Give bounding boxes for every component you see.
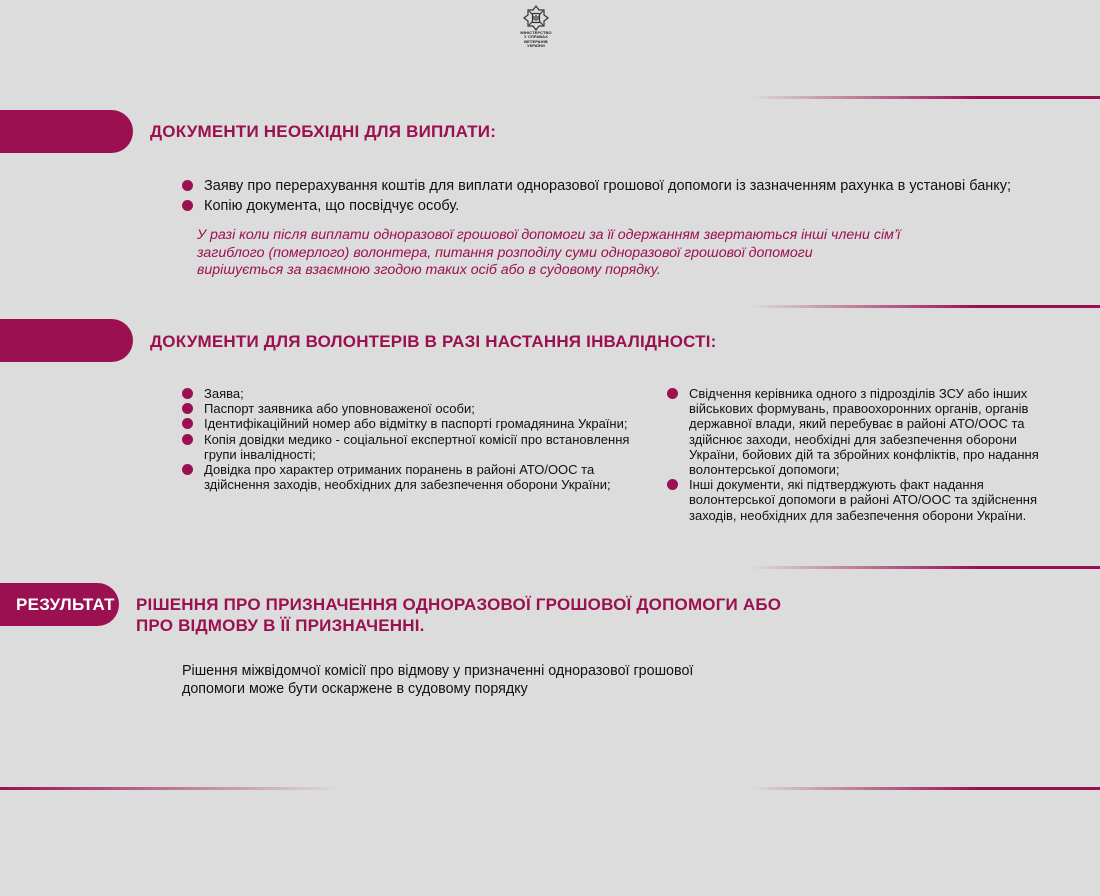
result-tab-label: РЕЗУЛЬТАТ: [16, 595, 115, 614]
disability-documents-right-list: [667, 386, 1067, 523]
payment-documents-heading: ДОКУМЕНТИ НЕОБХІДНІ ДЛЯ ВИПЛАТИ:: [150, 122, 497, 141]
ministry-name: МІНІСТЕРСТВО У СПРАВАХ ВЕТЕРАНІВ УКРАЇНИ: [520, 30, 552, 49]
list-item: Копію документа, що посвідчує особу.: [182, 196, 1062, 216]
divider-line: [0, 787, 340, 790]
section-tab: [0, 110, 133, 153]
payment-note: У разі коли після виплати одноразової грошової допомоги за її одержанням звертаються інші члени сім’ї загиблого (померлого) волонтера, питання розподілу суми одноразової грошової допомоги вирішується за взаємною згодою таких осіб або в судовому порядку.: [197, 227, 901, 278]
divider-line: [750, 305, 1100, 308]
list-item: Копія довідки медико - соціальної експертної комісії про встановлення групи інвалідності;: [182, 432, 642, 462]
result-heading-line: РІШЕННЯ ПРО ПРИЗНАЧЕННЯ ОДНОРАЗОВОЇ ГРОШОВОЇ ДОПОМОГИ АБО: [136, 595, 782, 614]
divider-line: [750, 566, 1100, 569]
payment-documents-list: [182, 176, 1062, 216]
result-heading-line: ПРО ВІДМОВУ В ЇЇ ПРИЗНАЧЕННІ.: [136, 616, 425, 635]
ministry-logo: [519, 5, 553, 49]
divider-line: [750, 787, 1100, 790]
list-item: Інші документи, які підтверджують факт надання волонтерської допомоги в районі АТО/ООС та здійснення заходів, необхідних для забезпечення оборони України.: [667, 477, 1067, 523]
section-tab: [0, 319, 133, 362]
list-item: Довідка про характер отриманих поранень в районі АТО/ООС та здійснення заходів, необхідних для забезпечення оборони України;: [182, 462, 642, 492]
list-item: Ідентифікаційний номер або відмітку в паспорті громадянина України;: [182, 416, 642, 431]
list-item: Свідчення керівника одного з підрозділів ЗСУ або інших військових формувань, правоохоронних органів, органів державної влади, який перебуває в районі АТО/ООС та здійснює заходи, необхідні для забезпечення оборони України, бойових дій та збройних конфліктів, про надання волонтерської допомоги;: [667, 386, 1067, 477]
result-tab: [0, 583, 119, 626]
list-item: Заява;: [182, 386, 642, 401]
result-description: Рішення міжвідомчої комісії про відмову у призначенні одноразової грошової допомоги може бути оскаржене в судовому порядку: [182, 663, 694, 697]
list-item: Заяву про перерахування коштів для виплати одноразової грошової допомоги із зазначенням рахунка в установі банку;: [182, 176, 1062, 196]
disability-documents-left-list: [182, 386, 642, 492]
list-item: Паспорт заявника або уповноваженої особи;: [182, 401, 642, 416]
disability-documents-heading: ДОКУМЕНТИ ДЛЯ ВОЛОНТЕРІВ В РАЗІ НАСТАННЯ ІНВАЛІДНОСТІ:: [150, 332, 717, 351]
divider-line: [750, 96, 1100, 99]
ministry-emblem-icon: [523, 5, 549, 31]
result-heading: [136, 594, 781, 636]
